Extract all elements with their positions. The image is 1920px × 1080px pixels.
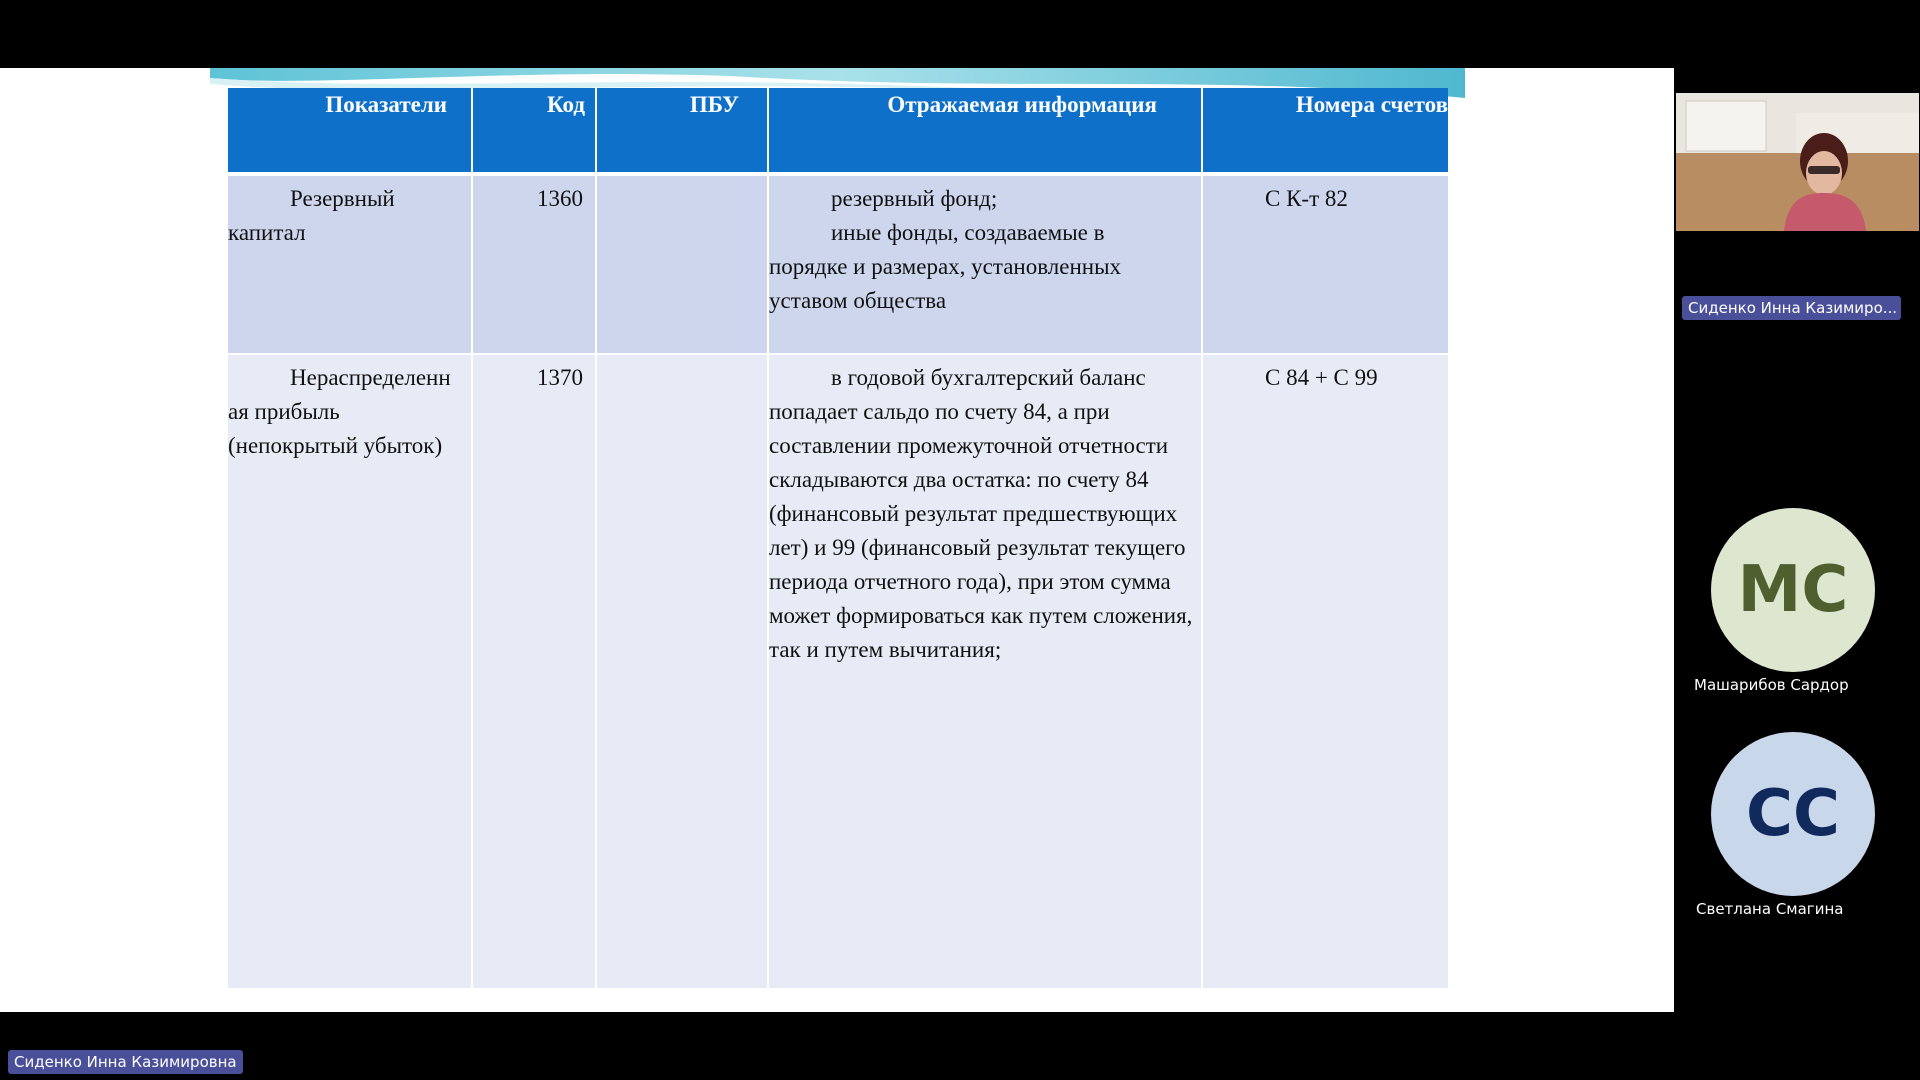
avatar[interactable]: МС xyxy=(1711,508,1875,672)
participant-name: Светлана Смагина xyxy=(1696,900,1844,918)
video-name-tag: Сиденко Инна Казимиро... xyxy=(1682,296,1901,320)
code-cell: 1360 xyxy=(472,174,596,354)
indicator-text-cont: капитал xyxy=(228,220,306,245)
accounts-cell: С 84 + С 99 xyxy=(1202,354,1448,988)
pbu-cell xyxy=(596,174,768,354)
accounts-cell: С К-т 82 xyxy=(1202,174,1448,354)
info-text: в годовой бухгалтерский баланс xyxy=(831,365,1146,390)
info-text-cont: попадает сальдо по счету 84, а при составлении промежуточной отчетности складываются два остатка: по счету 84 (финансовый результат предшествующих лет) и 99 (финансовый результат текущего периода отчетного года), при этом сумма может формироваться как путем сложения, так и путем вычитания; xyxy=(769,399,1193,662)
info-text-cont: порядке и размерах, установленных уставом общества xyxy=(769,254,1122,313)
header-indicators: Показатели xyxy=(228,88,472,174)
indicator-cell xyxy=(228,354,472,988)
info-text: резервный фонд; xyxy=(831,186,998,211)
balance-table xyxy=(228,88,1448,988)
shared-screen xyxy=(0,68,1674,1012)
header-accounts: Номера счетов xyxy=(1202,88,1448,174)
active-speaker-tag: Сиденко Инна Казимировна xyxy=(8,1050,243,1074)
pbu-cell xyxy=(596,354,768,988)
table-header-row xyxy=(228,88,1448,174)
participant-name: Машарибов Сардор xyxy=(1694,676,1849,694)
info-cell xyxy=(768,354,1202,988)
indicator-text: Резервный xyxy=(290,186,395,211)
presentation-slide xyxy=(210,68,1465,1012)
header-pbu: ПБУ xyxy=(596,88,768,174)
code-cell: 1370 xyxy=(472,354,596,988)
table-row xyxy=(228,354,1448,988)
table-row xyxy=(228,174,1448,354)
info-cell xyxy=(768,174,1202,354)
info-text: иные фонды, создаваемые в xyxy=(831,220,1105,245)
header-code: Код xyxy=(472,88,596,174)
indicator-text-cont: ая прибыль (непокрытый убыток) xyxy=(228,399,443,458)
header-info: Отражаемая информация xyxy=(768,88,1202,174)
indicator-cell xyxy=(228,174,472,354)
indicator-text: Нераспределенн xyxy=(290,365,451,390)
participant-video xyxy=(1676,93,1919,231)
participant-video-tile[interactable] xyxy=(1676,93,1919,231)
avatar[interactable]: СС xyxy=(1711,732,1875,896)
